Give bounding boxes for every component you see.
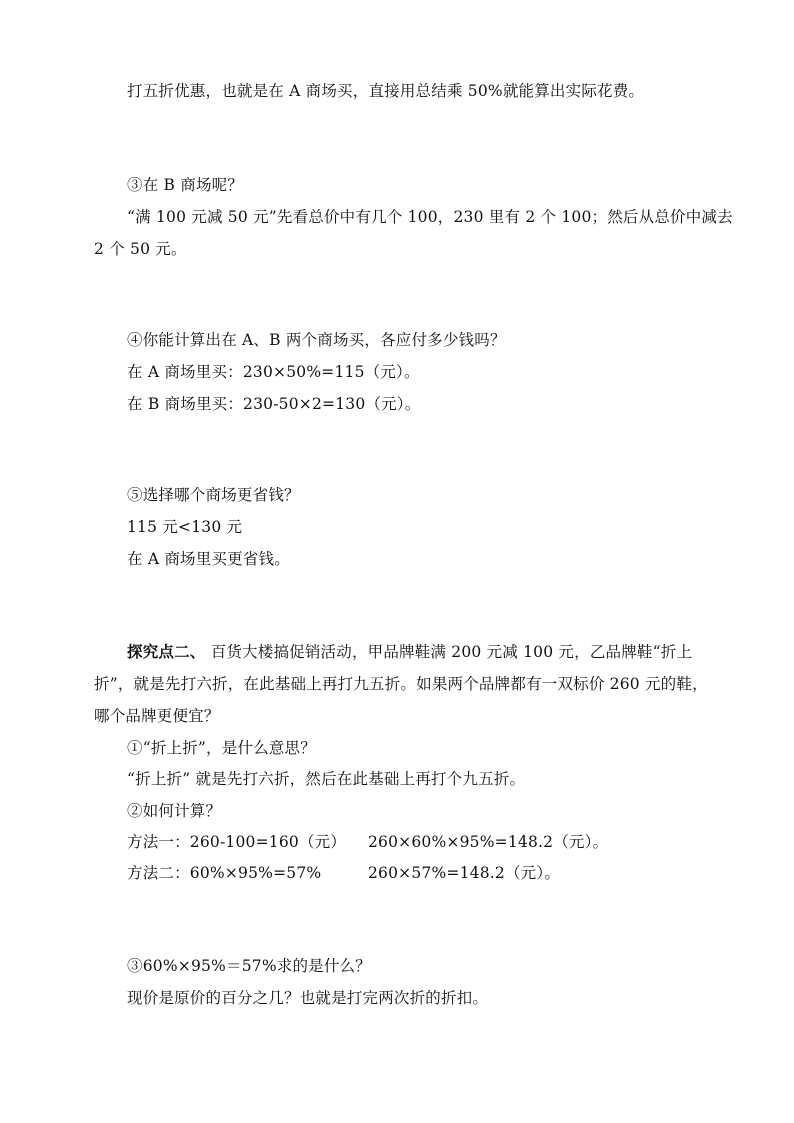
question-5-comparison: 115 元<130 元 (127, 518, 243, 536)
explore-point-2-line-2: 折”，就是先打六折，在此基础上再打九五折。如果两个品牌都有一双标价 260 元的鞋， (94, 675, 708, 693)
question-3-answer-line-2: 2 个 50 元。 (94, 240, 187, 258)
explore-point-2-label: 探究点二、 (127, 642, 206, 661)
method-2-right: 260×57%=148.2（元）。 (368, 864, 561, 882)
explore-question-1: ①“折上折”，是什么意思？ (127, 739, 316, 757)
explore-question-2: ②如何计算？ (127, 802, 222, 820)
question-4: ④你能计算出在 A、B 两个商场买，各应付多少钱吗？ (127, 331, 506, 349)
question-5: ⑤选择哪个商场更省钱？ (127, 486, 300, 504)
question-3-answer-line-1: “满 100 元减 50 元”先看总价中有几个 100，230 里有 2 个 100；然后从总价中减去 (127, 208, 733, 226)
explore-question-3: ③60%×95%＝57%求的是什么？ (127, 957, 371, 975)
question-5-conclusion: 在 A 商场里买更省钱。 (127, 550, 290, 568)
method-2-left: 方法二：60%×95%=57% (127, 864, 322, 882)
method-1-left: 方法一：260-100=160（元） (127, 833, 347, 851)
explore-point-2-line-3: 哪个品牌更便宜？ (94, 707, 220, 725)
question-3: ③在 B 商场呢？ (127, 176, 244, 194)
explore-question-3-answer: 现价是原价的百分之几？也就是打完两次折的折扣。 (127, 989, 489, 1007)
question-4-answer-b: 在 B 商场里买：230-50×2=130（元）。 (127, 395, 421, 413)
paragraph-a-discount: 打五折优惠，也就是在 A 商场买，直接用总结乘 50%就能算出实际花费。 (127, 82, 645, 100)
explore-question-1-answer: “折上折” 就是先打六折，然后在此基础上再打个九五折。 (127, 770, 526, 788)
explore-point-2-line-1 (127, 641, 692, 663)
question-4-answer-a: 在 A 商场里买：230×50%=115（元）。 (127, 363, 420, 381)
explore-point-2-text: 百货大楼搞促销活动，甲品牌鞋满 200 元减 100 元，乙品牌鞋“折上 (205, 643, 693, 661)
method-1-right: 260×60%×95%=148.2（元）。 (368, 833, 609, 851)
